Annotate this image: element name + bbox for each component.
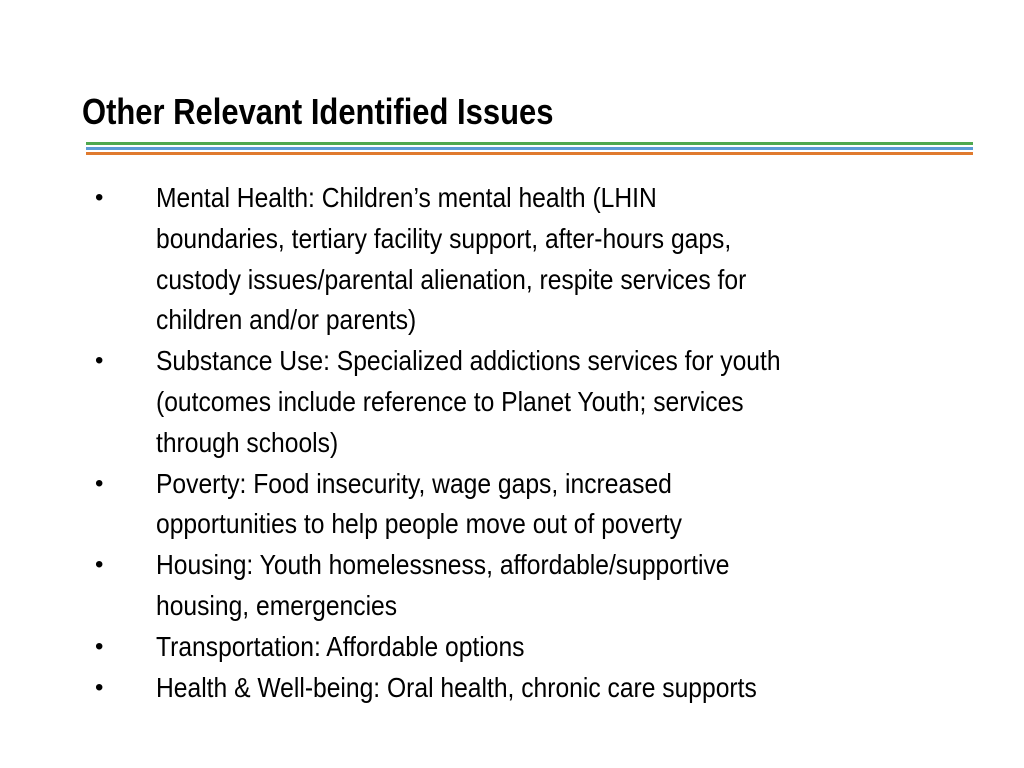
bullet-icon: • (95, 469, 104, 497)
bullet-icon: • (95, 347, 104, 375)
bullet-line: children and/or parents) (156, 304, 417, 336)
bullet-line: Housing: Youth homelessness, affordable/supportive (156, 549, 730, 581)
bullet-mental-health (92, 178, 972, 341)
bullet-line: opportunities to help people move out of poverty (156, 508, 683, 540)
bullet-line: (outcomes include reference to Planet Youth; services (156, 385, 744, 417)
bullet-line: Substance Use: Specialized addictions services for youth (156, 345, 781, 377)
bullet-poverty (92, 464, 972, 546)
bullet-icon: • (95, 673, 104, 701)
title-rule-green (86, 142, 973, 145)
bullet-line: through schools) (156, 426, 339, 458)
bullet-health-wellbeing (92, 668, 972, 709)
bullet-icon: • (95, 632, 104, 660)
bullet-substance-use (92, 341, 972, 463)
bullet-icon: • (95, 551, 104, 579)
bullet-line: housing, emergencies (156, 589, 398, 621)
bullet-icon: • (95, 184, 104, 211)
slide-title: Other Relevant Identified Issues (82, 91, 554, 132)
bullet-list (92, 178, 972, 708)
bullet-line: Health & Well-being: Oral health, chronic care supports (156, 671, 757, 703)
bullet-line: Mental Health: Children’s mental health (LHIN (156, 182, 657, 213)
title-rule-blue (86, 147, 973, 150)
bullet-transportation (92, 627, 972, 668)
bullet-line: custody issues/parental alienation, respite services for (156, 263, 747, 295)
bullet-line: Transportation: Affordable options (156, 630, 525, 662)
bullet-line: Poverty: Food insecurity, wage gaps, increased (156, 467, 672, 499)
bullet-line: boundaries, tertiary facility support, after-hours gaps, (156, 222, 732, 254)
title-rule-orange (86, 152, 973, 155)
bullet-housing (92, 545, 972, 627)
